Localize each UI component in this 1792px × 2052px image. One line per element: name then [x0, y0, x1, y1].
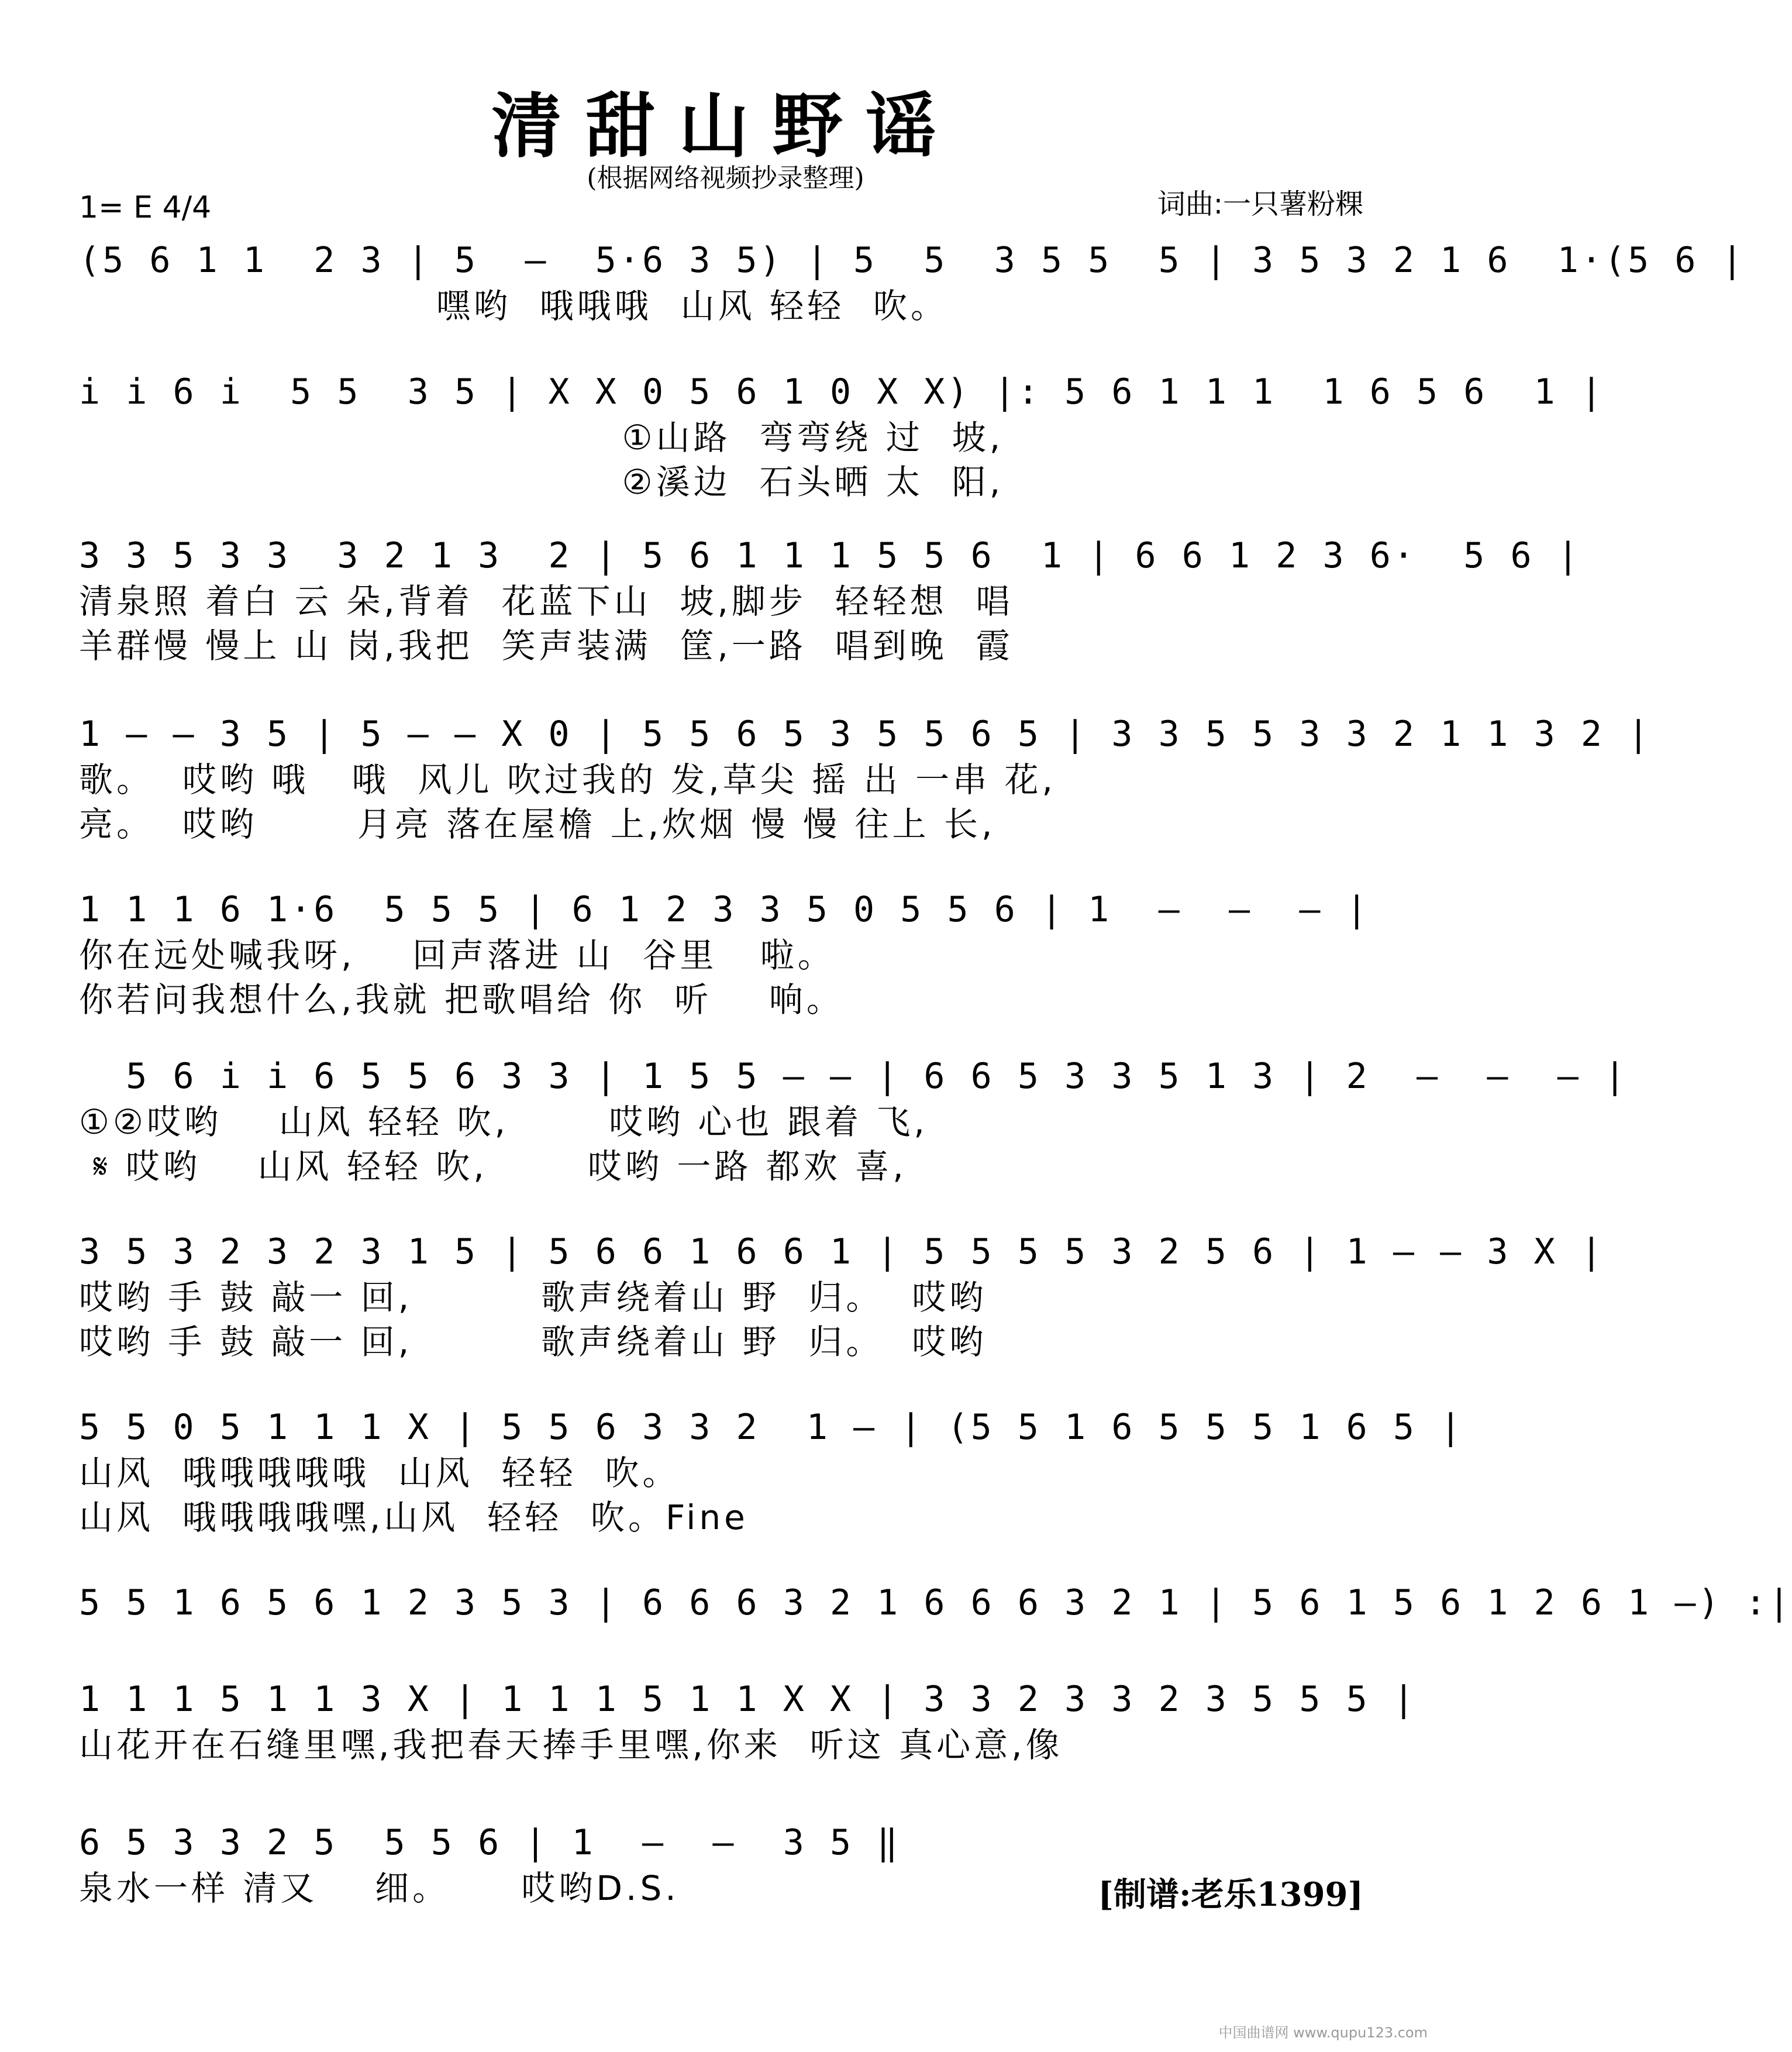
notation-line: 1 — — 3 5 | 5 — — X 0 | 5 5 6 5 3 5 5 6 5 | 3 3 5 5 3 3 2 1 1 3 2 |	[79, 714, 1652, 755]
lyric-line: 山风 哦哦哦哦嘿,山风 轻轻 吹。Fine	[79, 1497, 749, 1537]
score-system	[79, 1404, 1464, 1540]
score-system	[79, 369, 1604, 504]
song-title: 清甜山野谣	[491, 85, 960, 167]
score-system	[79, 1676, 1417, 1767]
notation-line: 3 3 5 3 3 3 2 1 3 2 | 5 6 1 1 1 5 5 6 1 | 6 6 1 2 3 6· 5 6 |	[79, 535, 1581, 576]
lyric-line: ②溪边 石头晒 太 阳,	[79, 462, 1004, 502]
lyric-line: 山风 哦哦哦哦哦 山风 轻轻 吹。	[79, 1453, 680, 1493]
lyric-line: 𝄋 哎哟 山风 轻轻 吹, 哎哟 一路 都欢 喜,	[79, 1146, 907, 1186]
score-system	[79, 237, 1745, 328]
lyric-line: 嘿哟 哦哦哦 山风 轻轻 吹。	[79, 286, 948, 326]
lyric-line: 哎哟 手 鼓 敲一 回, 歌声绕着山 野 归。 哎哟	[79, 1322, 987, 1362]
lyric-line: ①②哎哟 山风 轻轻 吹, 哎哟 心也 跟着 飞,	[79, 1102, 928, 1142]
lyric-line: 山花开在石缝里嘿,我把春天捧手里嘿,你来 听这 真心意,像	[79, 1725, 1063, 1765]
lyric-line: 泉水一样 清又 细。 哎哟D.S.	[79, 1868, 680, 1908]
lyric-line: 歌。 哎哟 哦 哦 风儿 吹过我的 发,草尖 摇 出 一串 花,	[79, 760, 1056, 800]
lyric-line: 你若问我想什么,我就 把歌唱给 你 听 响。	[79, 980, 844, 1020]
lyric-line: ①山路 弯弯绕 过 坡,	[79, 418, 1004, 457]
notation-line: 6 5 3 3 2 5 5 5 6 | 1 — — 3 5 ‖	[79, 1822, 901, 1863]
score-system	[79, 1228, 1604, 1364]
notation-line: i i 6 i 5 5 3 5 | X X 0 5 6 1 0 X X) |: 5 6 1 1 1 1 6 5 6 1 |	[79, 371, 1604, 412]
score-system	[79, 886, 1374, 1022]
notation-line: 3 5 3 2 3 2 3 1 5 | 5 6 6 1 6 6 1 | 5 5 5 5 3 2 5 6 | 1 — — 3 X |	[79, 1231, 1604, 1272]
notation-line: 1 1 1 6 1·6 5 5 5 | 6 1 2 3 3 5 0 5 5 6 | 1 — — — |	[79, 889, 1370, 930]
notation-line: 5 5 1 6 5 6 1 2 3 5 3 | 6 6 6 3 2 1 6 6 6 3 2 1 | 5 6 1 5 6 1 2 6 1 —) :|	[79, 1582, 1792, 1623]
score-system	[79, 1579, 1792, 1626]
lyric-line: 羊群慢 慢上 山 岗,我把 笑声装满 筐,一路 唱到晚 霞	[79, 626, 1014, 666]
lyric-line: 亮。 哎哟 月亮 落在屋檐 上,炊烟 慢 慢 往上 长,	[79, 804, 996, 844]
lyric-line: 哎哟 手 鼓 敲一 回, 歌声绕着山 野 归。 哎哟	[79, 1278, 987, 1317]
score-system	[79, 711, 1652, 846]
score-system	[79, 1053, 1628, 1189]
notation-line: 5 5 0 5 1 1 1 X | 5 5 6 3 3 2 1 — | (5 5 1 6 5 5 5 1 6 5 |	[79, 1407, 1464, 1448]
notation-line: (5 6 1 1 2 3 | 5 — 5·6 3 5) | 5 5 3 5 5 5 | 3 5 3 2 1 6 1·(5 6 |	[79, 240, 1745, 281]
notation-line: 1 1 1 5 1 1 3 X | 1 1 1 5 1 1 X X | 3 3 2 3 3 2 3 5 5 5 |	[79, 1679, 1417, 1720]
lyric-line: 你在远处喊我呀, 回声落进 山 谷里 啦。	[79, 935, 835, 975]
notation-line: 5 6 i i 6 5 5 6 3 3 | 1 5 5 — — | 6 6 5 3 3 5 1 3 | 2 — — — |	[79, 1056, 1628, 1097]
watermark: 中国曲谱网 www.qupu123.com	[1218, 2025, 1428, 2041]
transcriber-credit: [制谱:老乐1399]	[1098, 1875, 1363, 1914]
lyric-line: 清泉照 着白 云 朵,背着 花蓝下山 坡,脚步 轻轻想 唱	[79, 581, 1014, 621]
lyricist-composer-credit: 词曲:一只薯粉粿	[1157, 188, 1363, 221]
key-signature: 1= E 4/4	[79, 190, 212, 225]
score-system	[79, 532, 1581, 668]
song-subtitle: (根据网络视频抄录整理)	[587, 163, 864, 193]
